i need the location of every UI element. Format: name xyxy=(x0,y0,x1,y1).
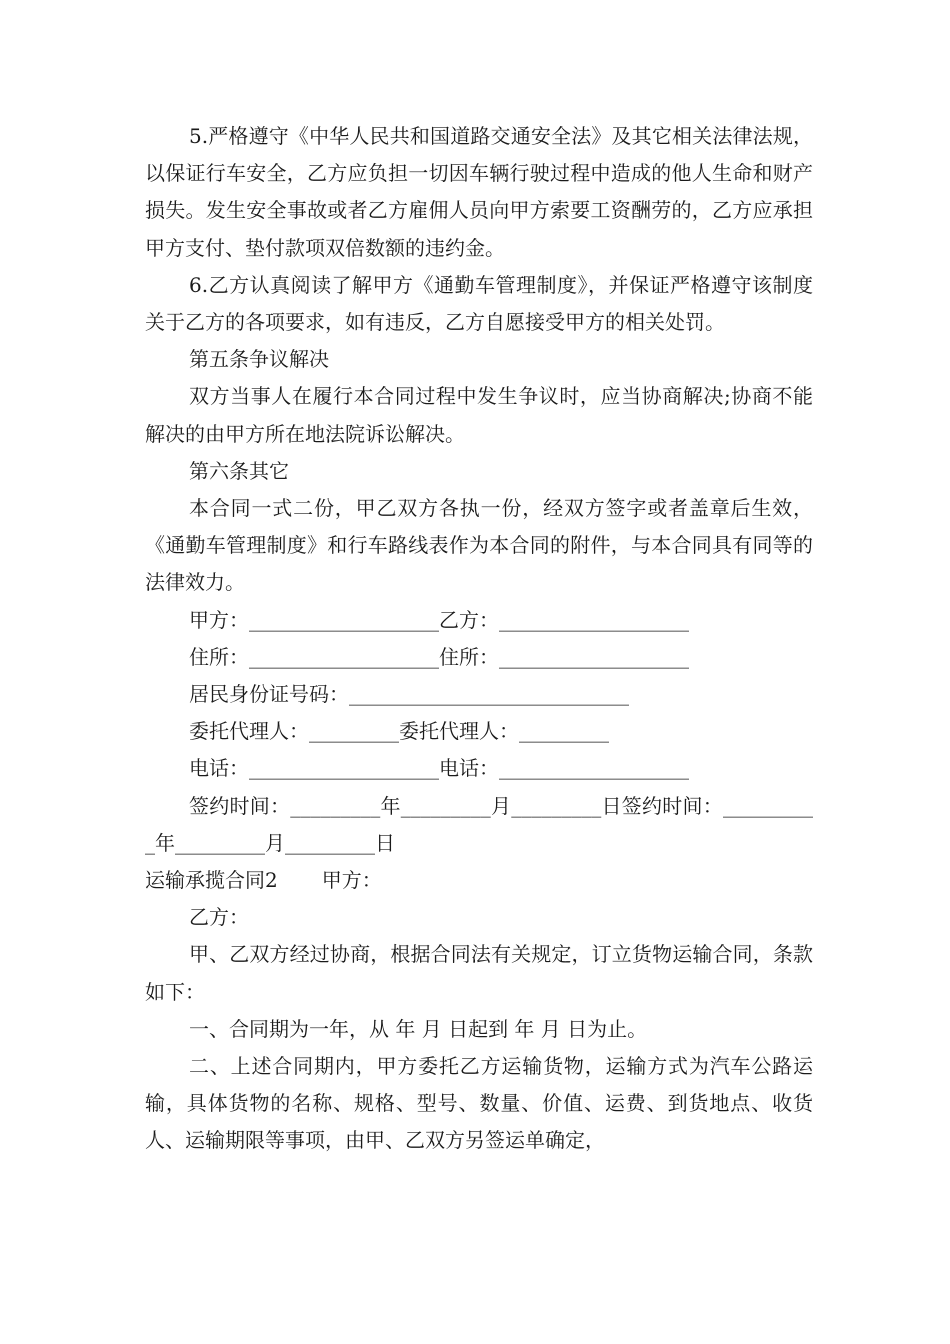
contract-2-title: 运输承揽合同2 xyxy=(145,868,278,893)
copies-effect-paragraph: 本合同一式二份，甲乙双方各执一份，经双方签字或者盖章后生效，《通勤车管理制度》和行车路线表作为本合同的附件，与本合同具有同等的法律效力。 xyxy=(145,496,813,595)
signature-line-party: 甲方：___________________乙方：___________________ xyxy=(189,607,689,632)
signature-line-phone: 电话：___________________电话：___________________ xyxy=(189,756,689,781)
clause-5-paragraph: 5.严格遵守《中华人民共和国道路交通安全法》及其它相关法律法规，以保证行车安全，乙方应负担一切因车辆行驶过程中造成的他人生命和财产损失。发生安全事故或者乙方雇佣人员向甲方索要工资酬劳的，乙方应承担甲方支付、垫付款项双倍数额的违约金。 xyxy=(145,124,813,260)
contract-2-party-a: 甲方： xyxy=(321,868,382,893)
signature-line-agent: 委托代理人：_________委托代理人：_________ xyxy=(189,719,609,744)
contract-2-preamble: 甲、乙双方经过协商，根据合同法有关规定，订立货物运输合同，条款如下： xyxy=(145,942,813,1004)
article-5-heading: 第五条争议解决 xyxy=(189,347,329,372)
signature-line-address: 住所：___________________住所：___________________ xyxy=(189,644,689,669)
contract-2-header xyxy=(145,862,813,899)
article-6-heading: 第六条其它 xyxy=(189,458,289,483)
signing-date-line: 签约时间：_________年_________月_________日签约时间：__________年_________月_________日 xyxy=(145,793,813,855)
document-body xyxy=(145,118,813,1160)
contract-2-party-b: 乙方： xyxy=(189,905,249,930)
clause-6-paragraph: 6.乙方认真阅读了解甲方《通勤车管理制度》，并保证严格遵守该制度关于乙方的各项要求，如有违反，乙方自愿接受甲方的相关处罚。 xyxy=(145,272,813,335)
dispute-resolution-paragraph: 双方当事人在履行本合同过程中发生争议时，应当协商解决;协商不能解决的由甲方所在地法院诉讼解决。 xyxy=(145,384,813,446)
signature-line-id-number: 居民身份证号码：____________________________ xyxy=(189,682,629,707)
contract-2-term-clause: 一、合同期为一年，从 年 月 日起到 年 月 日为止。 xyxy=(189,1016,648,1041)
contract-2-transport-clause: 二、上述合同期内，甲方委托乙方运输货物，运输方式为汽车公路运输，具体货物的名称、规格、型号、数量、价值、运费、到货地点、收货人、运输期限等事项，由甲、乙双方另签运单确定， xyxy=(145,1054,813,1153)
